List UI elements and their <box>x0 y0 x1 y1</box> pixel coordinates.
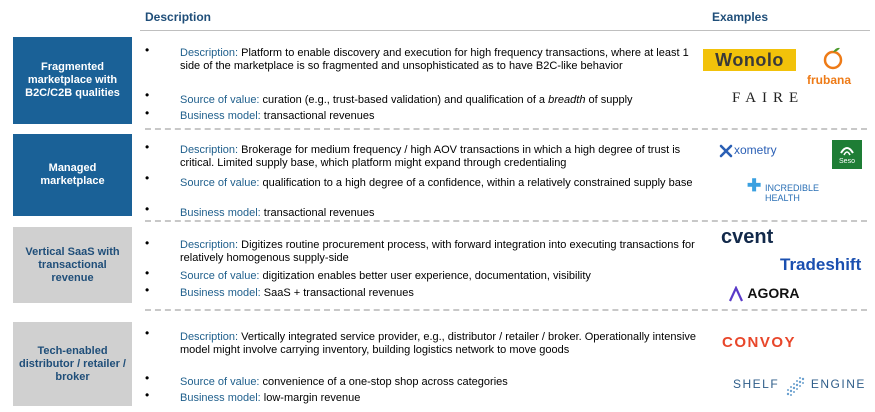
seso-label: Seso <box>839 158 855 165</box>
label: Business model: <box>180 287 261 299</box>
bullet-marker: • <box>145 106 150 120</box>
category-managed-marketplace: Managed marketplace <box>13 134 132 216</box>
agora-mark-icon <box>728 286 744 302</box>
value: Digitizes routine procurement process, with forward integration into executing transactions for relatively homogenous supply-side <box>180 239 695 264</box>
seso-logo <box>832 140 862 169</box>
bullet-marker: • <box>145 140 150 154</box>
label: Description: <box>180 47 239 59</box>
tradeshift-logo: Tradeshift <box>780 255 862 274</box>
agora-logo <box>728 285 800 302</box>
label: Description: <box>180 331 239 343</box>
category-tech-enabled-distributor: Tech-enabled distributor / retailer / broker <box>13 322 132 406</box>
value: transactional revenues <box>260 207 375 219</box>
row4-business-model <box>180 392 700 405</box>
category-fragmented-marketplace: Fragmented marketplace with B2C/C2B qualities <box>13 37 132 124</box>
value: qualification to a high degree of a confidence, within a relatively constrained supply base <box>259 177 693 189</box>
wonolo-logo: Wonolo <box>703 49 796 71</box>
row3-business-model <box>180 287 700 300</box>
value: curation (e.g., trust-based validation) and qualification of a <box>259 94 549 106</box>
bullet-marker: • <box>145 266 150 280</box>
row3-source-of-value <box>180 270 700 283</box>
row2-business-model <box>180 207 700 220</box>
plus-icon: ✚ <box>747 176 762 195</box>
value: Vertically integrated service provider, e.g., distributor / retailer / broker. Operationally intensive model might involve carrying inventory, building logistics network to move goods <box>180 331 697 356</box>
shelf-engine-helix-icon <box>784 377 806 391</box>
convoy-logo: CONVOY <box>722 334 797 351</box>
bullet-marker: • <box>145 388 150 402</box>
value: of supply <box>585 94 633 106</box>
row1-description <box>180 47 700 73</box>
agora-label: AGORA <box>747 285 800 301</box>
health-label: HEALTH <box>765 193 800 203</box>
value: digitization enables better user experience, documentation, visibility <box>259 270 591 282</box>
bullet-marker: • <box>145 202 150 216</box>
row-divider <box>145 128 867 130</box>
label: Source of value: <box>180 94 260 106</box>
label: Business model: <box>180 392 261 404</box>
value: Brokerage for medium frequency / high AOV transactions in which a high degree of trust is critical. Limited supply base, which platform might expand through credentialing <box>180 144 681 169</box>
value: Platform to enable discovery and execution for high frequency transactions, where at least 1 side of the marketplace is so fragmented and unsophisticated as to have B2C-like behavior <box>180 47 689 72</box>
engine-label: ENGINE <box>810 377 866 392</box>
row3-description <box>180 239 700 265</box>
value-emphasis: breadth <box>548 94 586 106</box>
label: Source of value: <box>180 270 260 282</box>
header-rule <box>140 30 870 31</box>
label: Source of value: <box>180 177 260 189</box>
label: Description: <box>180 239 239 251</box>
frubana-logo: frubana <box>807 73 852 87</box>
bullet-marker: • <box>145 326 150 340</box>
row2-description <box>180 144 700 170</box>
row4-description <box>180 331 700 357</box>
row-divider <box>145 309 867 311</box>
category-vertical-saas: Vertical SaaS with transactional revenue <box>13 227 132 303</box>
examples-header: Examples <box>712 10 769 24</box>
shelf-label: SHELF <box>733 377 780 392</box>
description-header: Description <box>145 10 212 24</box>
bullet-marker: • <box>145 88 150 102</box>
bullet-marker: • <box>145 283 150 297</box>
value: transactional revenues <box>260 110 375 122</box>
label: Business model: <box>180 207 261 219</box>
frubana-fruit-icon <box>822 46 844 70</box>
bullet-marker: • <box>145 43 150 57</box>
bullet-marker: • <box>145 371 150 385</box>
cvent-logo: cvent <box>721 226 774 248</box>
row2-source-of-value <box>180 177 700 190</box>
bullet-marker: • <box>145 171 150 185</box>
row-divider <box>145 220 867 222</box>
incredible-label: INCREDIBLE <box>765 183 820 193</box>
shelf-engine-logo <box>733 372 866 398</box>
value: convenience of a one-stop shop across categories <box>259 376 508 388</box>
label: Description: <box>180 144 239 156</box>
row4-source-of-value <box>180 376 700 389</box>
faire-logo: FAIRE <box>732 90 805 106</box>
xometry-logo: xometry <box>734 143 777 157</box>
label: Business model: <box>180 110 261 122</box>
value: SaaS + transactional revenues <box>260 287 414 299</box>
bullet-marker: • <box>145 236 150 250</box>
row1-business-model <box>180 110 700 123</box>
row1-source-of-value <box>180 94 700 107</box>
value: low-margin revenue <box>260 392 361 404</box>
label: Source of value: <box>180 376 260 388</box>
xometry-x-icon <box>719 142 733 160</box>
